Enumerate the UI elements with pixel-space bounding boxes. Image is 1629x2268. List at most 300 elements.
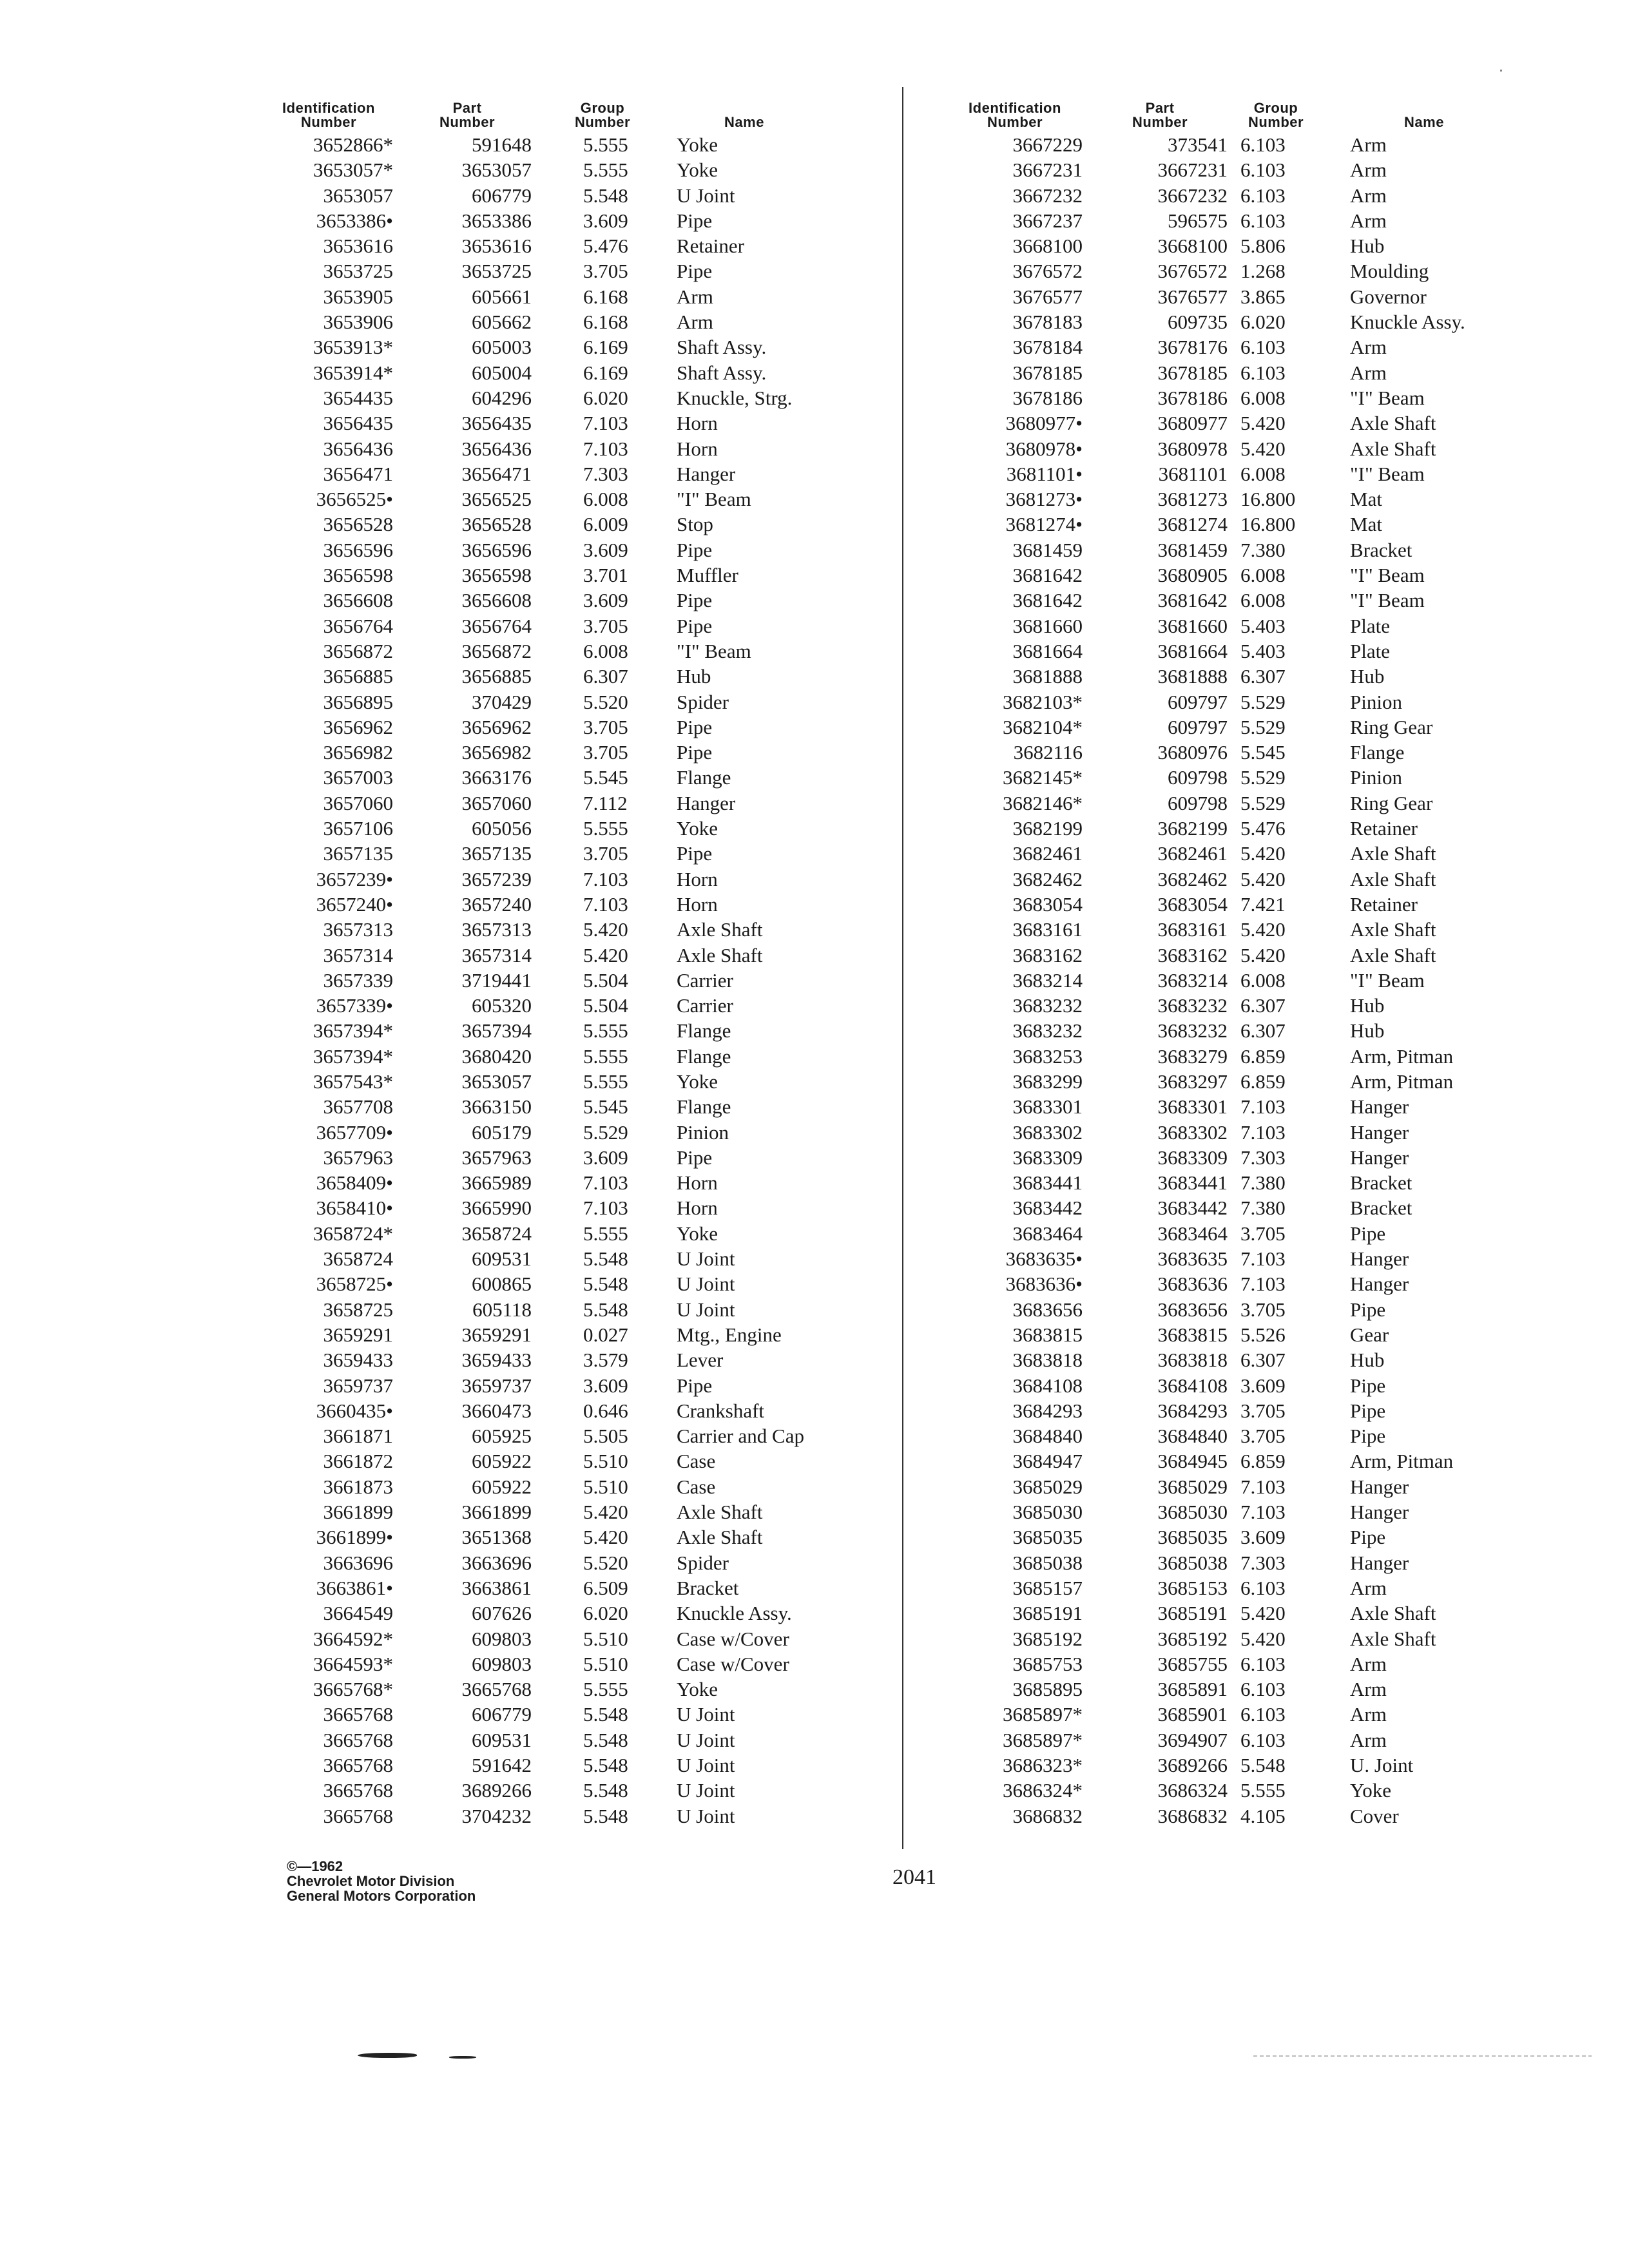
identification-number-cell: 3652866* bbox=[313, 133, 393, 156]
group-number-cell: 5.420 bbox=[583, 1526, 628, 1549]
part-number-cell: 3685191 bbox=[1157, 1602, 1228, 1625]
identification-number-cell: 3665768 bbox=[323, 1804, 393, 1827]
name-cell: Hanger bbox=[677, 791, 736, 814]
part-number-cell: 3685891 bbox=[1157, 1678, 1228, 1701]
part-number-cell: 3657240 bbox=[461, 892, 532, 916]
group-number-cell: 6.103 bbox=[1240, 209, 1286, 232]
part-number-cell: 3656471 bbox=[461, 462, 532, 485]
table-row bbox=[925, 892, 1572, 917]
identification-number-cell: 3681664 bbox=[1012, 639, 1083, 662]
table-row bbox=[925, 1753, 1572, 1778]
group-number-cell: 6.103 bbox=[1240, 133, 1286, 156]
identification-number-cell: 3656608 bbox=[323, 589, 393, 612]
identification-number-cell: 3683636• bbox=[1005, 1273, 1083, 1296]
identification-number-cell: 3656982 bbox=[323, 741, 393, 764]
name-cell: Knuckle Assy. bbox=[1350, 311, 1465, 334]
part-number-cell: 3685038 bbox=[1157, 1551, 1228, 1574]
part-number-cell: 3719441 bbox=[461, 968, 532, 992]
identification-number-cell: 3683232 bbox=[1012, 994, 1083, 1017]
part-number-cell: 3656528 bbox=[461, 513, 532, 536]
name-cell: Axle Shaft bbox=[677, 918, 763, 941]
identification-number-cell: 3678183 bbox=[1012, 311, 1083, 334]
table-row bbox=[258, 385, 876, 410]
group-number-cell: 3.701 bbox=[583, 564, 628, 587]
table-row bbox=[925, 1677, 1572, 1702]
name-cell: Axle Shaft bbox=[677, 1526, 763, 1549]
table-row bbox=[258, 1727, 876, 1753]
part-number-cell: 3681888 bbox=[1157, 665, 1228, 688]
identification-number-cell: 3657394* bbox=[313, 1019, 393, 1043]
identification-number-cell: 3654435 bbox=[323, 386, 393, 409]
group-number-cell: 3.609 bbox=[583, 1374, 628, 1397]
part-number-cell: 3683636 bbox=[1157, 1273, 1228, 1296]
group-number-cell: 5.555 bbox=[583, 1070, 628, 1093]
group-number-cell: 5.403 bbox=[1240, 639, 1286, 662]
identification-number-cell: 3656528 bbox=[323, 513, 393, 536]
identification-number-cell: 3656598 bbox=[323, 564, 393, 587]
identification-number-cell: 3658725 bbox=[323, 1298, 393, 1321]
part-number-cell: 3694907 bbox=[1157, 1728, 1228, 1751]
table-row bbox=[925, 664, 1572, 689]
part-number-cell: 596575 bbox=[1168, 209, 1228, 232]
identification-number-cell: 3661873 bbox=[323, 1475, 393, 1498]
identification-number-cell: 3686323* bbox=[1003, 1754, 1083, 1776]
group-number-cell: 5.548 bbox=[583, 1247, 628, 1271]
table-row bbox=[925, 943, 1572, 968]
table-row bbox=[925, 1398, 1572, 1423]
table-row bbox=[925, 1246, 1572, 1271]
identification-number-cell: 3657314 bbox=[323, 943, 393, 966]
part-number-cell: 3659291 bbox=[461, 1323, 532, 1346]
part-number-cell: 3657394 bbox=[461, 1019, 532, 1043]
part-number-cell: 605661 bbox=[472, 285, 532, 308]
part-number-cell: 3686832 bbox=[1157, 1804, 1228, 1827]
table-row bbox=[925, 765, 1572, 790]
part-number-cell: 609798 bbox=[1168, 791, 1228, 814]
table-row bbox=[925, 841, 1572, 866]
identification-number-cell: 3657963 bbox=[323, 1146, 393, 1169]
table-row bbox=[258, 1170, 876, 1195]
group-number-cell: 6.008 bbox=[1240, 968, 1286, 992]
identification-number-cell: 3665768* bbox=[313, 1678, 393, 1701]
group-number-cell: 5.420 bbox=[583, 918, 628, 941]
table-row bbox=[258, 1120, 876, 1145]
identification-number-cell: 3682116 bbox=[1013, 741, 1083, 764]
identification-number-cell: 3667229 bbox=[1012, 133, 1083, 156]
group-number-cell: 6.859 bbox=[1240, 1044, 1286, 1068]
name-cell: Pipe bbox=[677, 1374, 713, 1397]
part-number-cell: 606779 bbox=[472, 184, 532, 207]
part-number-cell: 605662 bbox=[472, 311, 532, 334]
table-row bbox=[258, 208, 876, 233]
name-cell: Pipe bbox=[677, 842, 713, 865]
group-number-cell: 5.510 bbox=[583, 1627, 628, 1650]
group-number-cell: 5.420 bbox=[1240, 412, 1286, 435]
copyright-footer bbox=[287, 1859, 476, 1903]
part-number-cell: 3657060 bbox=[461, 791, 532, 814]
identification-number-cell: 3659433 bbox=[323, 1349, 393, 1372]
page-number: 2041 bbox=[892, 1865, 936, 1889]
group-number-cell: 7.103 bbox=[583, 437, 628, 460]
group-number-cell: 7.380 bbox=[1240, 1196, 1286, 1220]
identification-number-cell: 3682103* bbox=[1003, 690, 1083, 713]
group-number-cell: 5.545 bbox=[583, 766, 628, 789]
name-cell: Hanger bbox=[1350, 1273, 1409, 1296]
identification-number-cell: 3658725• bbox=[316, 1273, 393, 1296]
identification-number-cell: 3653057* bbox=[313, 159, 393, 182]
group-number-cell: 5.526 bbox=[1240, 1323, 1286, 1346]
group-number-cell: 6.307 bbox=[583, 665, 628, 688]
identification-number-cell: 3683441 bbox=[1012, 1171, 1083, 1195]
name-cell: U Joint bbox=[677, 1703, 735, 1726]
part-number-cell: 605118 bbox=[472, 1298, 532, 1321]
table-row bbox=[258, 1347, 876, 1372]
name-cell: Governor bbox=[1350, 285, 1427, 308]
name-cell: Muffler bbox=[677, 564, 738, 587]
table-row bbox=[258, 233, 876, 258]
part-number-cell: 3656962 bbox=[461, 715, 532, 738]
part-number-cell: 3680976 bbox=[1157, 741, 1228, 764]
name-cell: Pipe bbox=[677, 741, 713, 764]
group-number-cell: 7.103 bbox=[583, 867, 628, 890]
group-number-cell: 6.307 bbox=[1240, 994, 1286, 1017]
group-number-cell: 7.303 bbox=[1240, 1551, 1286, 1574]
name-cell: Knuckle, Strg. bbox=[677, 386, 793, 409]
part-number-cell: 3656596 bbox=[461, 538, 532, 561]
identification-number-cell: 3685191 bbox=[1012, 1602, 1083, 1625]
table-row bbox=[258, 1448, 876, 1474]
group-number-cell: 5.548 bbox=[1240, 1754, 1286, 1776]
table-row bbox=[925, 537, 1572, 562]
group-number-cell: 7.103 bbox=[1240, 1273, 1286, 1296]
group-number-cell: 6.103 bbox=[1240, 159, 1286, 182]
part-number-cell: 3683232 bbox=[1157, 1019, 1228, 1043]
identification-number-cell: 3684947 bbox=[1012, 1450, 1083, 1473]
table-row bbox=[258, 1651, 876, 1677]
scan-speck bbox=[1500, 70, 1502, 72]
identification-number-cell: 3656895 bbox=[323, 690, 393, 713]
name-cell: Pipe bbox=[677, 209, 713, 232]
group-number-cell: 3.865 bbox=[1240, 285, 1286, 308]
part-number-cell: 3684108 bbox=[1157, 1374, 1228, 1397]
identification-number-cell: 3658724 bbox=[323, 1247, 393, 1271]
group-number-cell: 3.705 bbox=[583, 842, 628, 865]
group-number-cell: 5.548 bbox=[583, 184, 628, 207]
part-number-cell: 591648 bbox=[472, 133, 532, 156]
name-cell: Horn bbox=[677, 892, 718, 916]
identification-number-cell: 3656435 bbox=[323, 412, 393, 435]
group-number-cell: 3.609 bbox=[583, 538, 628, 561]
table-row bbox=[925, 639, 1572, 664]
part-number-cell: 3660473 bbox=[461, 1399, 532, 1422]
group-number-cell: 5.555 bbox=[583, 817, 628, 840]
identification-number-cell: 3683299 bbox=[1012, 1070, 1083, 1093]
table-row bbox=[925, 157, 1572, 182]
table-row bbox=[925, 1727, 1572, 1753]
name-cell: Retainer bbox=[677, 235, 745, 258]
table-row bbox=[258, 867, 876, 892]
identification-number-cell: 3659291 bbox=[323, 1323, 393, 1346]
name-cell: Axle Shaft bbox=[1350, 842, 1436, 865]
identification-number-cell: 3682461 bbox=[1012, 842, 1083, 865]
group-number-cell: 7.103 bbox=[583, 892, 628, 916]
table-row bbox=[258, 1069, 876, 1094]
identification-number-cell: 3653906 bbox=[323, 311, 393, 334]
identification-number-cell: 3683635• bbox=[1005, 1247, 1083, 1271]
table-row bbox=[258, 1398, 876, 1423]
group-number-cell: 6.509 bbox=[583, 1576, 628, 1599]
identification-number-cell: 3653914* bbox=[313, 361, 393, 384]
group-number-cell: 6.103 bbox=[1240, 361, 1286, 384]
group-number-cell: 6.169 bbox=[583, 361, 628, 384]
group-number-cell: 3.609 bbox=[1240, 1526, 1286, 1549]
part-number-cell: 3683818 bbox=[1157, 1349, 1228, 1372]
header-name: Name bbox=[1404, 114, 1444, 130]
identification-number-cell: 3663861• bbox=[316, 1576, 393, 1599]
table-row bbox=[258, 993, 876, 1018]
table-row bbox=[258, 1600, 876, 1626]
table-row bbox=[925, 1499, 1572, 1524]
name-cell: U Joint bbox=[677, 1804, 735, 1827]
part-number-cell: 3663176 bbox=[461, 766, 532, 789]
group-number-cell: 6.859 bbox=[1240, 1450, 1286, 1473]
group-number-cell: 5.548 bbox=[583, 1804, 628, 1827]
table-row bbox=[925, 1474, 1572, 1499]
identification-number-cell: 3683309 bbox=[1012, 1146, 1083, 1169]
table-row bbox=[258, 1524, 876, 1550]
group-number-cell: 6.307 bbox=[1240, 1019, 1286, 1043]
name-cell: Arm bbox=[1350, 1728, 1387, 1751]
table-row bbox=[925, 132, 1572, 157]
name-cell: Pipe bbox=[677, 614, 713, 637]
part-number-cell: 609798 bbox=[1168, 766, 1228, 789]
name-cell: Hub bbox=[1350, 665, 1385, 688]
table-row bbox=[925, 867, 1572, 892]
part-number-cell: 3656435 bbox=[461, 412, 532, 435]
part-number-cell: 3678186 bbox=[1157, 386, 1228, 409]
table-row bbox=[925, 334, 1572, 360]
group-number-cell: 6.008 bbox=[1240, 589, 1286, 612]
name-cell: Hanger bbox=[1350, 1095, 1409, 1119]
group-number-cell: 7.112 bbox=[583, 791, 628, 814]
group-number-cell: 5.504 bbox=[583, 968, 628, 992]
name-cell: Carrier and Cap bbox=[677, 1425, 804, 1448]
identification-number-cell: 3656471 bbox=[323, 462, 393, 485]
part-number-cell: 3685035 bbox=[1157, 1526, 1228, 1549]
part-number-cell: 3656872 bbox=[461, 639, 532, 662]
group-number-cell: 7.103 bbox=[583, 1171, 628, 1195]
scan-artifact-line bbox=[1253, 2055, 1592, 2057]
table-row bbox=[925, 512, 1572, 537]
group-number-cell: 7.103 bbox=[1240, 1247, 1286, 1271]
table-row bbox=[258, 1094, 876, 1119]
group-number-cell: 7.103 bbox=[583, 412, 628, 435]
table-row bbox=[258, 765, 876, 790]
group-number-cell: 5.529 bbox=[1240, 690, 1286, 713]
name-cell: U Joint bbox=[677, 1779, 735, 1802]
group-number-cell: 6.008 bbox=[583, 639, 628, 662]
identification-number-cell: 3658724* bbox=[313, 1222, 393, 1245]
name-cell: Hub bbox=[1350, 235, 1385, 258]
name-cell: Yoke bbox=[1350, 1779, 1392, 1802]
table-row bbox=[925, 968, 1572, 993]
identification-number-cell: 3678186 bbox=[1012, 386, 1083, 409]
name-cell: Horn bbox=[677, 1196, 718, 1220]
part-number-cell: 3684293 bbox=[1157, 1399, 1228, 1422]
name-cell: U Joint bbox=[677, 1298, 735, 1321]
part-number-cell: 3659737 bbox=[461, 1374, 532, 1397]
table-row bbox=[925, 689, 1572, 715]
identification-number-cell: 3681274• bbox=[1005, 513, 1083, 536]
name-cell: Arm bbox=[677, 285, 713, 308]
part-number-cell: 3657314 bbox=[461, 943, 532, 966]
group-number-cell: 5.520 bbox=[583, 1551, 628, 1574]
group-number-cell: 5.545 bbox=[583, 1095, 628, 1119]
part-number-cell: 3684945 bbox=[1157, 1450, 1228, 1473]
group-number-cell: 5.555 bbox=[583, 1678, 628, 1701]
header-part-number: Part Number bbox=[1132, 100, 1188, 130]
table-row bbox=[925, 410, 1572, 436]
identification-number-cell: 3653725 bbox=[323, 260, 393, 283]
part-number-cell: 605004 bbox=[472, 361, 532, 384]
part-number-cell: 3663696 bbox=[461, 1551, 532, 1574]
group-number-cell: 1.268 bbox=[1240, 260, 1286, 283]
part-number-cell: 3678185 bbox=[1157, 361, 1228, 384]
footer-division: Chevrolet Motor Division bbox=[287, 1873, 455, 1889]
table-row bbox=[925, 1423, 1572, 1448]
part-number-cell: 605925 bbox=[472, 1425, 532, 1448]
group-number-cell: 5.420 bbox=[1240, 437, 1286, 460]
name-cell: Horn bbox=[677, 412, 718, 435]
part-number-cell: 3659433 bbox=[461, 1349, 532, 1372]
part-number-cell: 3656436 bbox=[461, 437, 532, 460]
name-cell: Mat bbox=[1350, 513, 1382, 536]
part-number-cell: 3656525 bbox=[461, 488, 532, 511]
group-number-cell: 5.505 bbox=[583, 1425, 628, 1448]
part-number-cell: 3683162 bbox=[1157, 943, 1228, 966]
table-row bbox=[925, 461, 1572, 486]
group-number-cell: 4.105 bbox=[1240, 1804, 1286, 1827]
part-number-cell: 605056 bbox=[472, 817, 532, 840]
table-row bbox=[925, 562, 1572, 588]
identification-number-cell: 3665768 bbox=[323, 1728, 393, 1751]
identification-number-cell: 3668100 bbox=[1012, 235, 1083, 258]
part-number-cell: 3676572 bbox=[1157, 260, 1228, 283]
group-number-cell: 5.548 bbox=[583, 1779, 628, 1802]
name-cell: Gear bbox=[1350, 1323, 1389, 1346]
name-cell: "I" Beam bbox=[1350, 968, 1425, 992]
identification-number-cell: 3685029 bbox=[1012, 1475, 1083, 1498]
group-number-cell: 5.548 bbox=[583, 1298, 628, 1321]
identification-number-cell: 3685038 bbox=[1012, 1551, 1083, 1574]
table-row bbox=[925, 1373, 1572, 1398]
table-row bbox=[925, 385, 1572, 410]
table-row bbox=[258, 613, 876, 639]
part-number-cell: 3685029 bbox=[1157, 1475, 1228, 1498]
table-row bbox=[258, 512, 876, 537]
header-group-number: Group Number bbox=[574, 100, 631, 130]
identification-number-cell: 3661871 bbox=[323, 1425, 393, 1448]
part-number-cell: 609803 bbox=[472, 1627, 532, 1650]
parts-table-right bbox=[925, 132, 1572, 1829]
header-name: Name bbox=[724, 114, 764, 130]
group-number-cell: 5.420 bbox=[1240, 867, 1286, 890]
table-row bbox=[258, 562, 876, 588]
name-cell: Carrier bbox=[677, 994, 733, 1017]
table-row bbox=[258, 892, 876, 917]
header-group-number: Group Number bbox=[1248, 100, 1304, 130]
identification-number-cell: 3682104* bbox=[1003, 715, 1083, 738]
name-cell: U Joint bbox=[677, 1754, 735, 1776]
part-number-cell: 3653386 bbox=[461, 209, 532, 232]
column-header-row bbox=[925, 81, 1572, 132]
identification-number-cell: 3657339 bbox=[323, 968, 393, 992]
part-number-cell: 605179 bbox=[472, 1120, 532, 1144]
name-cell: Flange bbox=[1350, 741, 1405, 764]
identification-number-cell: 3656525• bbox=[316, 488, 393, 511]
group-number-cell: 16.800 bbox=[1240, 488, 1296, 511]
part-number-cell: 3681660 bbox=[1157, 614, 1228, 637]
part-number-cell: 3685030 bbox=[1157, 1501, 1228, 1524]
group-number-cell: 16.800 bbox=[1240, 513, 1296, 536]
name-cell: Hanger bbox=[1350, 1475, 1409, 1498]
part-number-cell: 609797 bbox=[1168, 690, 1228, 713]
name-cell: Axle Shaft bbox=[1350, 437, 1436, 460]
identification-number-cell: 3683301 bbox=[1012, 1095, 1083, 1119]
name-cell: Flange bbox=[677, 1095, 731, 1119]
group-number-cell: 3.705 bbox=[583, 715, 628, 738]
part-number-cell: 606779 bbox=[472, 1703, 532, 1726]
group-number-cell: 7.303 bbox=[1240, 1146, 1286, 1169]
name-cell: Pipe bbox=[677, 1146, 713, 1169]
name-cell: "I" Beam bbox=[1350, 564, 1425, 587]
part-number-cell: 3683815 bbox=[1157, 1323, 1228, 1346]
identification-number-cell: 3656962 bbox=[323, 715, 393, 738]
part-number-cell: 3653057 bbox=[461, 159, 532, 182]
identification-number-cell: 3680977• bbox=[1005, 412, 1083, 435]
identification-number-cell: 3676577 bbox=[1012, 285, 1083, 308]
name-cell: Pipe bbox=[1350, 1399, 1386, 1422]
part-number-cell: 605320 bbox=[472, 994, 532, 1017]
part-number-cell: 605922 bbox=[472, 1475, 532, 1498]
name-cell: Arm bbox=[1350, 336, 1387, 359]
part-number-cell: 3683297 bbox=[1157, 1070, 1228, 1093]
group-number-cell: 5.420 bbox=[583, 943, 628, 966]
name-cell: Axle Shaft bbox=[1350, 943, 1436, 966]
group-number-cell: 0.027 bbox=[583, 1323, 628, 1346]
group-number-cell: 5.510 bbox=[583, 1450, 628, 1473]
identification-number-cell: 3658410• bbox=[316, 1196, 393, 1220]
identification-number-cell: 3686832 bbox=[1012, 1804, 1083, 1827]
identification-number-cell: 3680978• bbox=[1005, 437, 1083, 460]
identification-number-cell: 3657543* bbox=[313, 1070, 393, 1093]
name-cell: Mtg., Engine bbox=[677, 1323, 782, 1346]
identification-number-cell: 3683232 bbox=[1012, 1019, 1083, 1043]
table-row bbox=[925, 1221, 1572, 1246]
identification-number-cell: 3657339• bbox=[316, 994, 393, 1017]
table-row bbox=[925, 208, 1572, 233]
group-number-cell: 6.020 bbox=[583, 1602, 628, 1625]
part-number-cell: 3668100 bbox=[1157, 235, 1228, 258]
name-cell: Hub bbox=[1350, 1349, 1385, 1372]
table-row bbox=[925, 816, 1572, 841]
part-number-cell: 3678176 bbox=[1157, 336, 1228, 359]
name-cell: U Joint bbox=[677, 1273, 735, 1296]
name-cell: Retainer bbox=[1350, 817, 1418, 840]
table-row bbox=[925, 1524, 1572, 1550]
table-row bbox=[925, 1803, 1572, 1829]
part-number-cell: 3682462 bbox=[1157, 867, 1228, 890]
